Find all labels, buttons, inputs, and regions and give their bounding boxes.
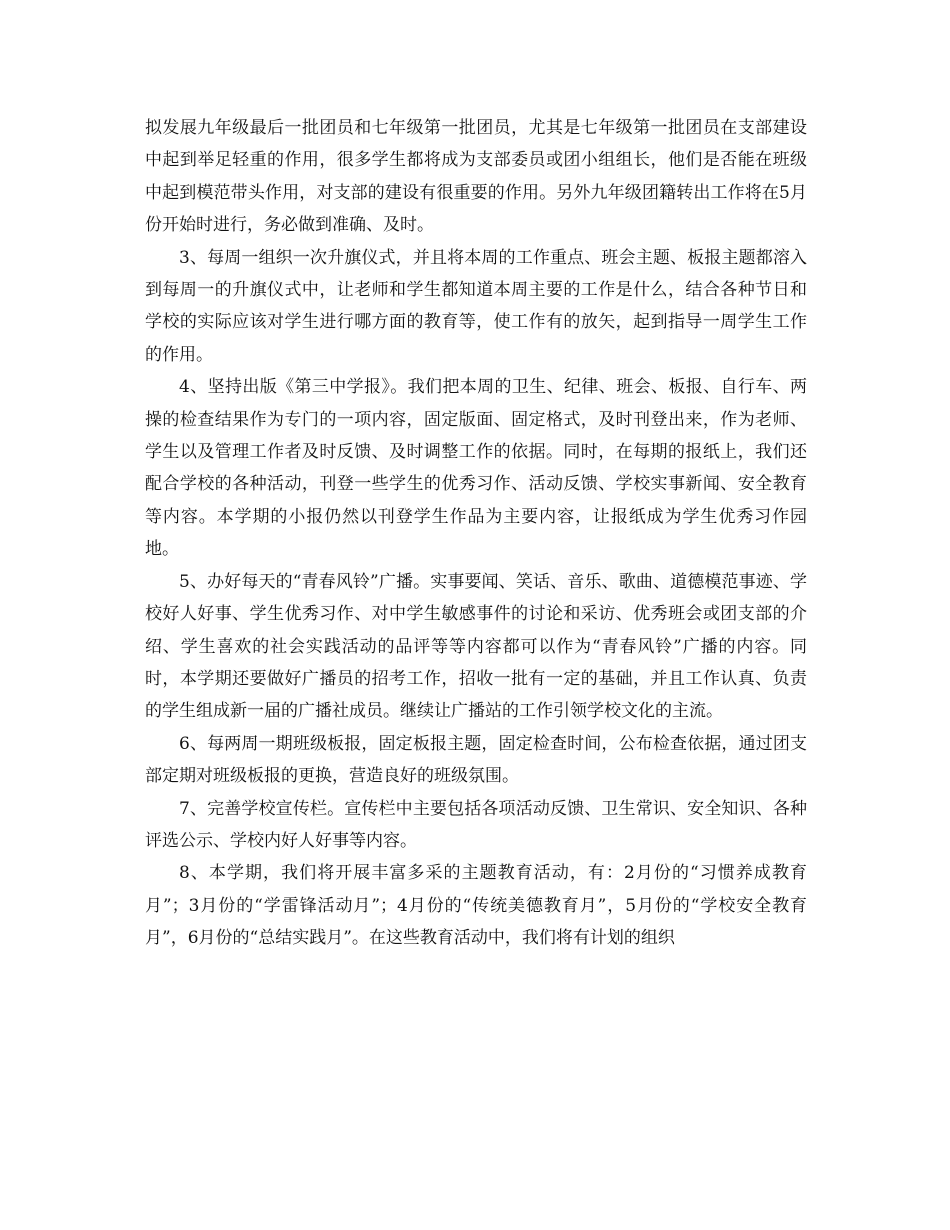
document-body: [145, 112, 807, 955]
paragraph-item-8: 8、本学期，我们将开展丰富多采的主题教育活动，有：2月份的“习惯养成教育月”；3月份的“学雷锋活动月”；4月份的“传统美德教育月”，5月份的“学校安全教育月”，6月份的“总结实践月”。在这些教育活动中，我们将有计划的组织: [145, 863, 807, 949]
paragraph-item-7: 7、完善学校宣传栏。宣传栏中主要包括各项活动反馈、卫生常识、安全知识、各种评选公示、学校内好人好事等内容。: [145, 798, 807, 851]
paragraph-continuation: 拟发展九年级最后一批团员和七年级第一批团员，尤其是七年级第一批团员在支部建设中起到举足轻重的作用，很多学生都将成为支部委员或团小组组长，他们是否能在班级中起到模范带头作用，对支部的建设有很重要的作用。另外九年级团籍转出工作将在5月份开始时进行，务必做到准确、及时。: [145, 118, 807, 236]
paragraph-item-6: 6、每两周一期班级板报，固定板报主题，固定检查时间，公布检查依据，通过团支部定期对班级板报的更换，营造良好的班级氛围。: [145, 733, 807, 787]
paragraph-item-4: 4、坚持出版《第三中学报》。我们把本周的卫生、纪律、班会、板报、自行车、两操的检查结果作为专门的一项内容，固定版面、固定格式，及时刊登出来，作为老师、学生以及管理工作者及时反馈、及时调整工作的依据。同时，在每期的报纸上，我们还配合学校的各种活动，刊登一些学生的优秀习作、活动反馈、学校实事新闻、安全教育等内容。本学期的小报仍然以刊登学生作品为主要内容，让报纸成为学生优秀习作园地。: [145, 377, 807, 560]
paragraph-item-5: 5、办好每天的“青春风铃”广播。实事要闻、笑话、音乐、歌曲、道德模范事迹、学校好人好事、学生优秀习作、对中学生敏感事件的讨论和采访、优秀班会或团支部的介绍、学生喜欢的社会实践活动的品评等等内容都可以作为“青春风铃”广播的内容。同时，本学期还要做好广播员的招考工作，招收一批有一定的基础，并且工作认真、负责的学生组成新一届的广播社成员。继续让广播站的工作引领学校文化的主流。: [145, 571, 807, 722]
paragraph-item-3: 3、每周一组织一次升旗仪式，并且将本周的工作重点、班会主题、板报主题都溶入到每周一的升旗仪式中，让老师和学生都知道本周主要的工作是什么，结合各种节日和学校的实际应该对学生进行哪方面的教育等，使工作有的放矢，起到指导一周学生工作的作用。: [145, 247, 807, 365]
